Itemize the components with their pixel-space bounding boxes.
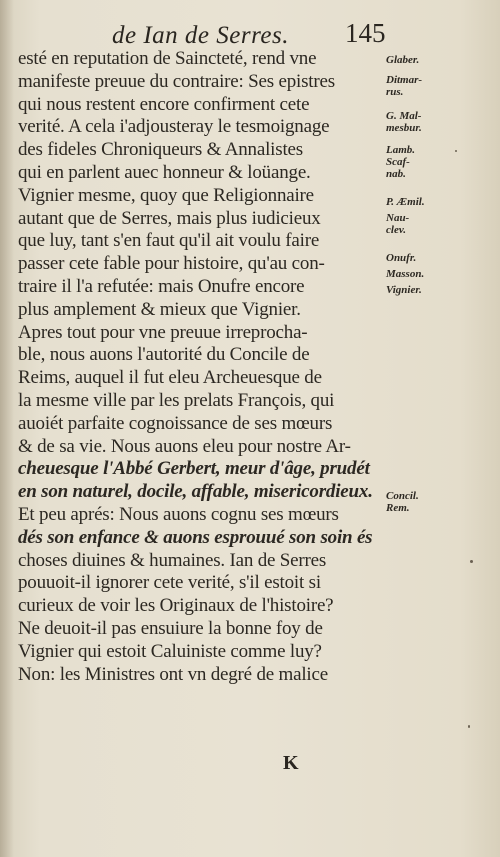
text-line: qui en parlent auec honneur & loüange. [18,161,311,183]
text-line: cheuesque l'Abbé Gerbert, meur d'âge, prudét [18,458,370,480]
paper-speck [468,725,470,728]
margin-note: G. Mal- mesbur. [386,110,422,134]
text-line: en son naturel, docile, affable, misericordieux. [18,481,373,503]
running-title: de Ian de Serres. [112,22,289,49]
text-line: verité. A cela i'adjousteray le tesmoignage [18,116,330,138]
text-line: traire il l'a refutée: mais Onufre encore [18,275,305,297]
text-line: esté en reputation de Saincteté, rend vne [18,48,317,69]
gutter-shadow [0,0,14,857]
margin-note: Ditmar- rus. [386,74,423,98]
text-line: choses diuines & humaines. Ian de Serres [18,549,327,571]
text-line: Vignier qui estoit Caluiniste comme luy? [18,640,322,662]
margin-note: Concil. Rem. [386,490,419,514]
paper-speck [455,150,457,152]
text-line: passer cete fable pour histoire, qu'au con- [18,253,325,275]
margin-note: Lamb. Scaf- nab. [386,144,416,180]
text-line: autant que de Serres, mais plus iudicieux [18,207,321,229]
text-line: Et peu aprés: Nous auons cognu ses mœurs [18,503,339,525]
text-line: plus amplement & mieux que Vignier. [18,298,301,320]
text-line: auoiét parfaite cognoissance de ses mœurs [18,412,333,434]
paper-speck [470,560,473,563]
text-line: ble, nous auons l'autorité du Concile de [18,344,310,366]
text-line: Non: les Ministres ont vn degré de malice [18,663,328,685]
body-text [18,48,388,686]
text-line: qui nous restent encore confirment cete [18,93,310,115]
text-line: Reims, auquel il fut eleu Archeuesque de [18,367,322,389]
margin-note: Nau- clev. [386,212,410,236]
margin-note: P. Æmil. [386,196,425,208]
margin-note: Onufr. [386,252,417,264]
text-line: dés son enfance & auons esprouué son soin és [18,526,373,548]
text-line: des fideles Chroniqueurs & Annalistes [18,139,303,161]
text-line: la mesme ville par les prelats François, qui [18,389,335,411]
text-line: Apres tout pour vne preuue irreprocha- [18,321,308,343]
running-head [0,18,500,52]
text-line: manifeste preuue du contraire: Ses epistres [18,70,335,92]
text-line: que luy, tant s'en faut qu'il ait voulu faire [18,230,320,252]
margin-note: Glaber. [386,54,420,66]
text-line: Ne deuoit-il pas ensuiure la bonne foy de [18,617,323,639]
text-line: pouuoit-il ignorer cete verité, s'il estoit si [18,572,321,594]
margin-note: Masson. [386,268,425,280]
margin-note: Vignier. [386,284,422,296]
text-line: Vignier mesme, quoy que Religionnaire [18,184,314,206]
page-number: 145 [345,18,386,48]
signature-mark: K [283,752,299,774]
text-line: & de sa vie. Nous auons eleu pour nostre Ar- [18,435,351,457]
text-line: curieux de voir les Originaux de l'histoire? [18,595,334,617]
